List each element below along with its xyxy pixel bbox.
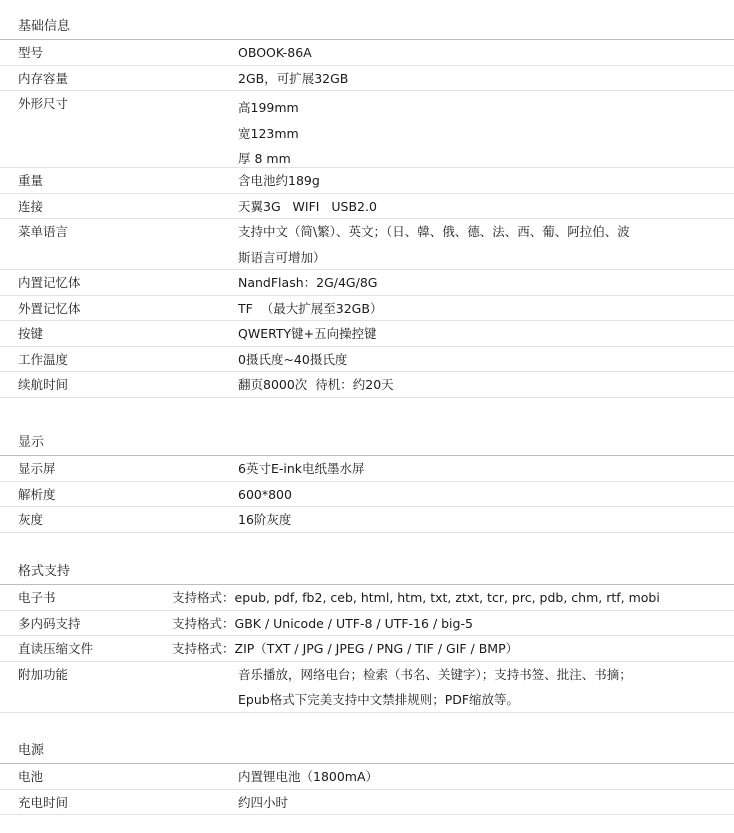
spec-key: 直读压缩文件 xyxy=(18,641,94,656)
spec-value: 约四小时 xyxy=(238,794,289,810)
section-display xyxy=(0,430,734,533)
spec-key: 重量 xyxy=(18,173,44,188)
spec-row-dimensions xyxy=(0,91,734,168)
section-power xyxy=(0,738,734,815)
spec-value: Epub格式下完美支持中文禁排规则；PDF缩放等。 xyxy=(238,692,520,707)
section-title: 显示 xyxy=(0,430,734,456)
spec-key: 外置记忆体 xyxy=(18,300,81,316)
spec-value: GBK / Unicode / UTF-8 / UTF-16 / big-5 xyxy=(234,615,473,631)
section-title: 格式支持 xyxy=(0,559,734,585)
spec-value: 宽123mm xyxy=(238,125,299,141)
spec-key: 按键 xyxy=(18,326,44,341)
spec-key: 连接 xyxy=(18,198,44,214)
spec-value: NandFlash：2G/4G/8G xyxy=(238,275,378,290)
spec-prefix: 支持格式： xyxy=(172,615,235,631)
spec-prefix: 支持格式： xyxy=(172,590,235,605)
spec-key: 灰度 xyxy=(18,512,44,527)
spec-prefix: 支持格式： xyxy=(172,641,235,656)
spec-row-battery xyxy=(0,764,734,790)
spec-value: 斯语言可增加） xyxy=(238,249,326,265)
spec-key: 充电时间 xyxy=(18,794,69,810)
spec-key: 内置记忆体 xyxy=(18,275,81,290)
spec-row-internal-memory xyxy=(0,270,734,296)
spec-value: QWERTY键+五向操控键 xyxy=(238,326,377,341)
spec-value: 含电池约189g xyxy=(238,173,320,188)
spec-value: 16阶灰度 xyxy=(238,512,292,527)
spec-key: 附加功能 xyxy=(18,666,69,682)
spec-key: 解析度 xyxy=(18,486,56,502)
spec-row-temperature xyxy=(0,347,734,373)
spec-key: 显示屏 xyxy=(18,461,56,476)
spec-value: 音乐播放，网络电台；检索（书名、关键字）；支持书签、批注、书摘； xyxy=(238,666,632,682)
spec-row-weight xyxy=(0,168,734,194)
section-title: 电源 xyxy=(0,738,734,764)
spec-value: 6英寸E-ink电纸墨水屏 xyxy=(238,461,365,476)
spec-value: ZIP（TXT / JPG / JPEG / PNG / TIF / GIF / BMP） xyxy=(234,641,519,656)
section-basic-info xyxy=(0,14,734,398)
spec-key: 内存容量 xyxy=(18,70,69,86)
section-title: 基础信息 xyxy=(0,14,734,40)
spec-row-memory xyxy=(0,66,734,92)
spec-value: 2GB，可扩展32GB xyxy=(238,70,349,86)
spec-row-connection xyxy=(0,194,734,220)
spec-row-keys xyxy=(0,321,734,347)
spec-value: 支持中文（简\繁）、英文；（日、韓、俄、德、法、西、葡、阿拉伯、波 xyxy=(238,224,630,239)
spec-row-charge-time xyxy=(0,790,734,816)
spec-value: OBOOK-86A xyxy=(238,45,312,60)
spec-value: 内置锂电池（1800mA） xyxy=(238,769,379,784)
spec-row-battery-life xyxy=(0,372,734,398)
spec-row-grayscale xyxy=(0,507,734,533)
spec-key: 续航时间 xyxy=(18,377,69,392)
spec-value: 高199mm xyxy=(238,100,299,115)
spec-row-screen xyxy=(0,456,734,482)
spec-row-encoding xyxy=(0,611,734,637)
section-format-support xyxy=(0,559,734,713)
spec-value: TF （最大扩展至32GB） xyxy=(238,300,383,316)
spec-key: 电子书 xyxy=(18,590,56,605)
spec-value: 厚 8 mm xyxy=(238,151,291,166)
spec-value: 天翼3G WIFI USB2.0 xyxy=(238,198,377,214)
spec-row-resolution xyxy=(0,482,734,508)
spec-value: 0摄氏度~40摄氏度 xyxy=(238,351,348,367)
spec-row-ebook xyxy=(0,585,734,611)
spec-value: epub, pdf, fb2, ceb, html, htm, txt, ztxt, tcr, prc, pdb, chm, rtf, mobi xyxy=(234,590,660,605)
spec-key: 外形尺寸 xyxy=(18,96,69,111)
spec-value: 翻页8000次 待机：约20天 xyxy=(238,377,394,392)
spec-key: 多内码支持 xyxy=(18,615,81,631)
spec-value: 600*800 xyxy=(238,486,292,502)
spec-key: 电池 xyxy=(18,769,44,784)
spec-key: 型号 xyxy=(18,45,44,60)
spec-row-compressed xyxy=(0,636,734,662)
spec-row-model xyxy=(0,40,734,66)
spec-row-extra-features xyxy=(0,662,734,713)
spec-row-menu-language xyxy=(0,219,734,270)
spec-row-external-memory xyxy=(0,296,734,322)
spec-key: 菜单语言 xyxy=(18,224,69,239)
spec-key: 工作温度 xyxy=(18,351,69,367)
